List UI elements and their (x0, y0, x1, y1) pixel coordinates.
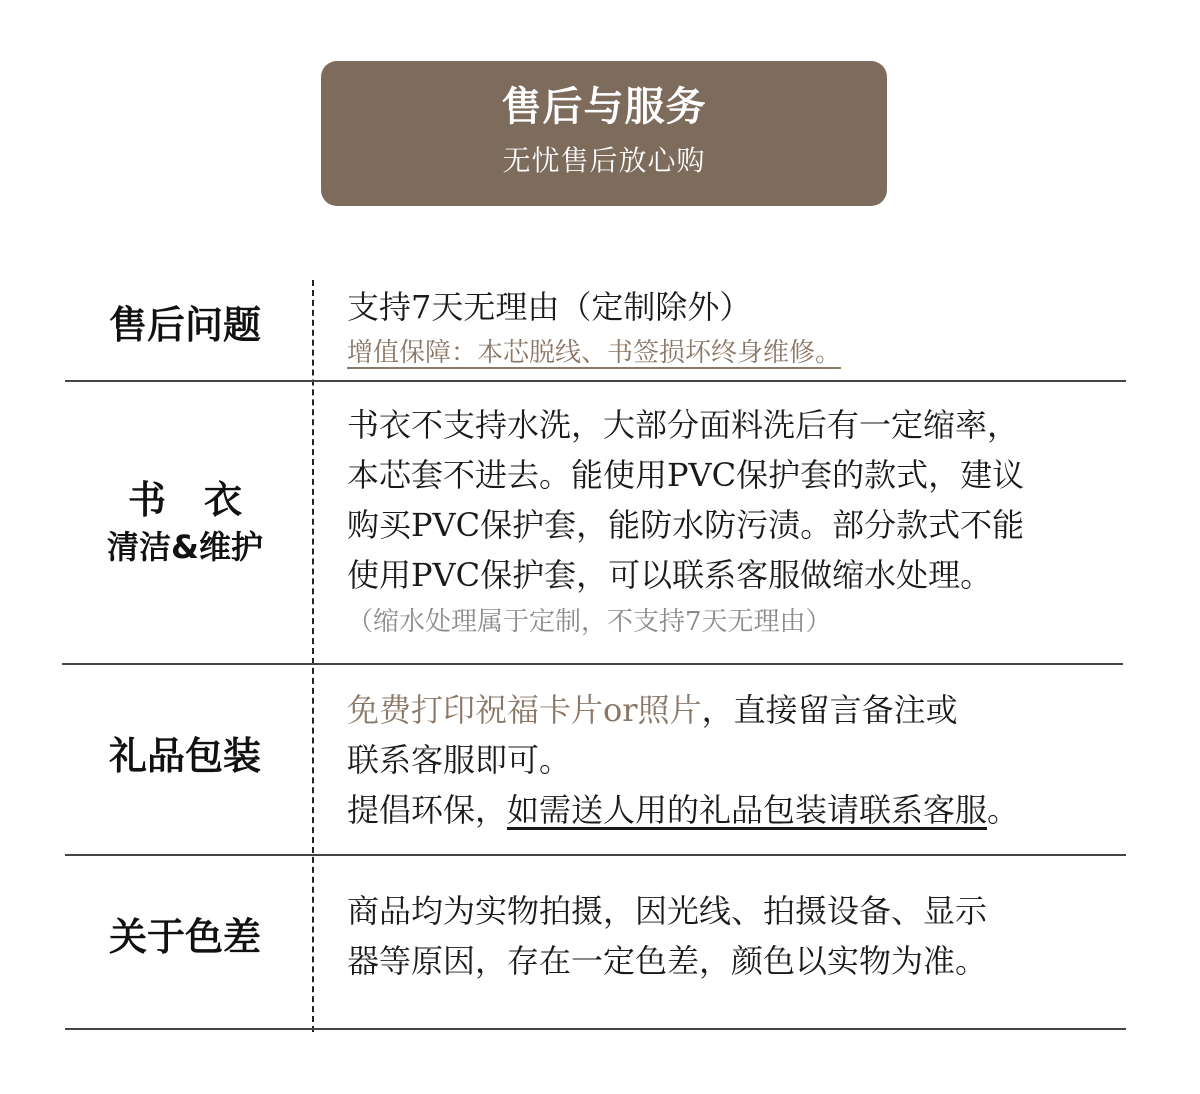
return-policy-text: 支持7天无理由（定制除外） (347, 288, 752, 326)
row-divider (65, 1028, 1126, 1030)
section-label-color: 关于色差 (108, 915, 261, 959)
header-banner (321, 61, 887, 206)
row-divider (65, 854, 1126, 856)
care-text-line: 使用PVC保护套，可以联系客服做缩水处理。 (347, 556, 993, 594)
care-text-line: 本芯套不进去。能使用PVC保护套的款式，建议 (347, 456, 1025, 494)
gift-highlight: 免费打印祝福卡片or照片 (347, 691, 702, 729)
column-divider (312, 280, 314, 1032)
section-label-care: 清洁&维护 (107, 528, 263, 566)
gift-contact-link[interactable]: 如需送人用的礼品包装请联系客服 (507, 791, 988, 829)
gift-text-line (347, 686, 958, 734)
warranty-text: 增值保障：本芯脱线、书签损坏终身维修。 (347, 338, 842, 368)
row-divider (62, 663, 1123, 665)
page-subtitle: 无忧售后放心购 (502, 144, 706, 177)
gift-text-rest: ，直接留言备注或 (701, 691, 958, 729)
section-label-gift: 礼品包装 (108, 734, 261, 778)
page-title: 售后与服务 (501, 84, 707, 130)
color-text-line: 器等原因，存在一定色差，颜色以实物为准。 (347, 942, 988, 980)
gift-text-line (347, 786, 1019, 834)
care-note: （缩水处理属于定制，不支持7天无理由） (347, 607, 832, 637)
section-label-after-sales: 售后问题 (108, 303, 261, 347)
care-text-line: 购买PVC保护套，能防水防污渍。部分款式不能 (347, 506, 1025, 544)
color-text-line: 商品均为实物拍摄，因光线、拍摄设备、显示 (347, 892, 988, 930)
gift-text-line: 联系客服即可。 (347, 741, 572, 779)
gift-text-prefix: 提倡环保， (347, 791, 508, 829)
gift-text-suffix: 。 (987, 791, 1020, 829)
care-text-line: 书衣不支持水洗，大部分面料洗后有一定缩率， (347, 406, 1020, 444)
section-label-book-cover: 书 衣 (127, 478, 242, 522)
row-divider (65, 380, 1126, 382)
